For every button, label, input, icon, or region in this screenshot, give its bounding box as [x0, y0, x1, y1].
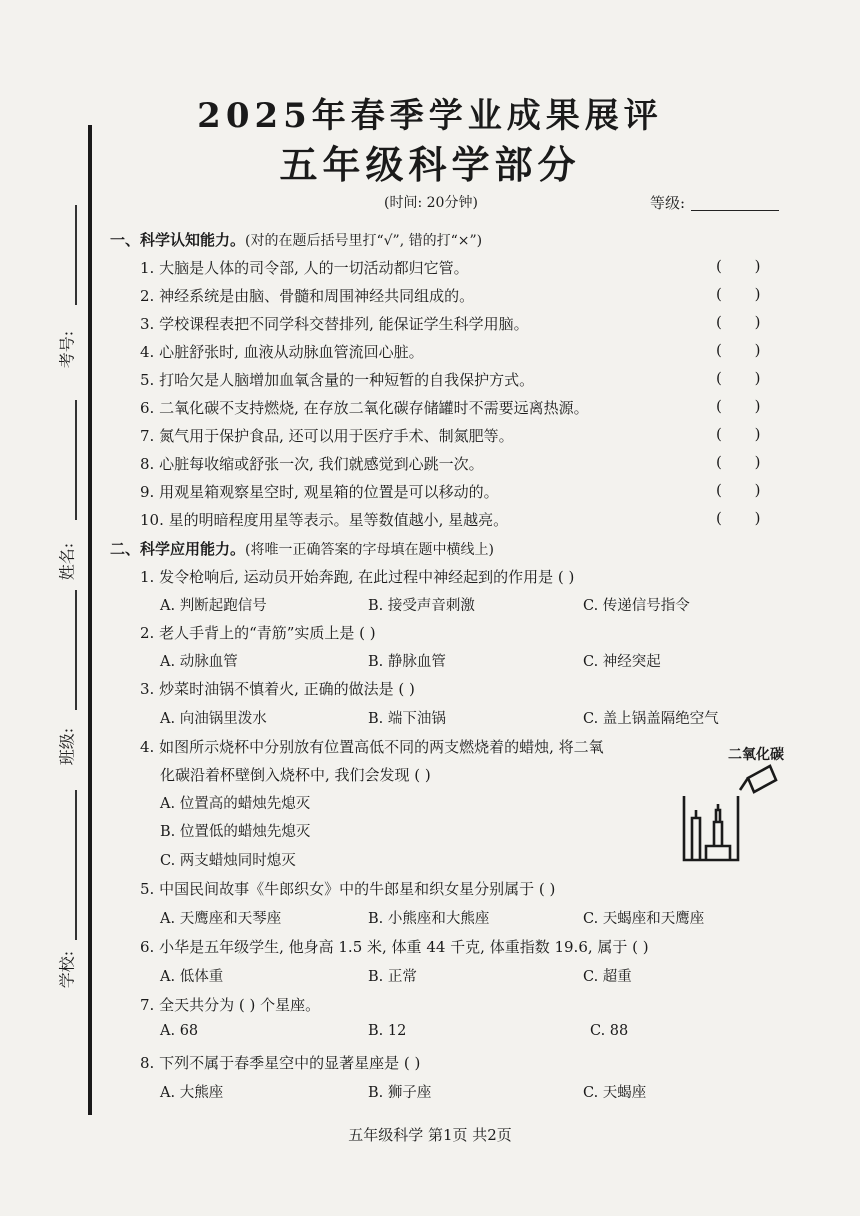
s1-answer-3[interactable]: ( ) — [716, 313, 761, 331]
q5-option-c[interactable]: C. 天蝎座和天鹰座 — [583, 911, 705, 927]
banji-blank[interactable] — [75, 590, 77, 710]
q6-stem: 6. 小华是五年级学生, 他身高 1.5 米, 体重 44 千克, 体重指数 19.6, 属于 ( ) — [140, 938, 649, 956]
candle-high — [716, 810, 720, 822]
xingming-blank[interactable] — [75, 400, 77, 520]
q7-option-b[interactable]: B. 12 — [368, 1023, 407, 1039]
q2-option-a[interactable]: A. 动脉血管 — [160, 654, 238, 670]
q4-option-b[interactable]: B. 位置低的蜡烛先熄灭 — [160, 824, 311, 840]
q3-option-a[interactable]: A. 向油锅里泼水 — [160, 711, 267, 727]
section1-heading — [110, 229, 482, 250]
binding-line — [88, 125, 92, 1115]
exam-subtitle: 五年级科学部分 — [279, 142, 581, 187]
q8-option-b[interactable]: B. 狮子座 — [368, 1085, 432, 1101]
kaohao-blank[interactable] — [75, 205, 77, 305]
grade-blank[interactable] — [691, 198, 779, 211]
grade-field — [650, 192, 779, 213]
section2-heading — [110, 538, 494, 559]
co2-label: 二氧化碳 — [728, 747, 784, 763]
q7-stem: 7. 全天共分为 ( ) 个星座。 — [140, 996, 321, 1014]
q4-stem-line1: 4. 如图所示烧杯中分别放有位置高低不同的两支燃烧着的蜡烛, 将二氧 — [140, 738, 604, 756]
time-limit: (时间: 20分钟) — [384, 195, 478, 211]
q7-option-c[interactable]: C. 88 — [590, 1023, 629, 1039]
q8-option-a[interactable]: A. 大熊座 — [160, 1085, 224, 1101]
q8-option-c[interactable]: C. 天蝎座 — [583, 1085, 647, 1101]
s1-answer-2[interactable]: ( ) — [716, 285, 761, 303]
s1-answer-8[interactable]: ( ) — [716, 453, 761, 471]
s1-item-3: 3. 学校课程表把不同学科交替排列, 能保证学生科学用脑。 — [140, 315, 529, 333]
s1-item-8: 8. 心脏每收缩或舒张一次, 我们就感觉到心跳一次。 — [140, 455, 484, 473]
xuexiao-blank[interactable] — [75, 790, 77, 940]
q2-stem: 2. 老人手背上的“青筋”实质上是 ( ) — [140, 624, 376, 642]
q1-option-c[interactable]: C. 传递信号指令 — [583, 598, 690, 614]
q3-option-c[interactable]: C. 盖上锅盖隔绝空气 — [583, 711, 719, 727]
s1-item-9: 9. 用观星箱观察星空时, 观星箱的位置是可以移动的。 — [140, 483, 499, 501]
s1-answer-10[interactable]: ( ) — [716, 509, 761, 527]
s1-item-1: 1. 大脑是人体的司令部, 人的一切活动都归它管。 — [140, 259, 469, 277]
section1-note: (对的在题后括号里打“√”, 错的打“×”) — [245, 233, 483, 249]
section2-title: 二、科学应用能力。 — [110, 540, 246, 558]
s1-item-4: 4. 心脏舒张时, 血液从动脉血管流回心脏。 — [140, 343, 424, 361]
q6-option-b[interactable]: B. 正常 — [368, 969, 417, 985]
q8-stem: 8. 下列不属于春季星空中的显著星座是 ( ) — [140, 1054, 421, 1072]
page-footer: 五年级科学 第1页 共2页 — [348, 1126, 512, 1144]
q3-stem: 3. 炒菜时油锅不慎着火, 正确的做法是 ( ) — [140, 680, 415, 698]
co2-pour-spout — [740, 778, 748, 790]
q1-stem: 1. 发令枪响后, 运动员开始奔跑, 在此过程中神经起到的作用是 ( ) — [140, 568, 575, 586]
s1-answer-1[interactable]: ( ) — [716, 257, 761, 275]
q2-option-c[interactable]: C. 神经突起 — [583, 654, 661, 670]
candle-low — [692, 818, 700, 860]
kaohao-label: 考号: — [57, 330, 77, 369]
s1-item-10: 10. 星的明暗程度用星等表示。星等数值越小, 星越亮。 — [140, 511, 509, 529]
q5-stem: 5. 中国民间故事《牛郎织女》中的牛郎星和织女星分别属于 ( ) — [140, 880, 556, 898]
section1-title: 一、科学认知能力。 — [110, 231, 246, 249]
exam-title: 2025年春季学业成果展评 — [197, 96, 663, 136]
q5-option-a[interactable]: A. 天鹰座和天琴座 — [160, 911, 282, 927]
stand — [714, 822, 722, 846]
section2-note: (将唯一正确答案的字母填在题中横线上) — [245, 542, 494, 558]
q2-option-b[interactable]: B. 静脉血管 — [368, 654, 446, 670]
xuexiao-label: 学校: — [57, 950, 77, 989]
s1-answer-9[interactable]: ( ) — [716, 481, 761, 499]
s1-item-2: 2. 神经系统是由脑、骨髓和周围神经共同组成的。 — [140, 287, 475, 305]
xingming-label: 姓名: — [57, 542, 77, 581]
beaker-diagram — [678, 738, 798, 868]
s1-item-6: 6. 二氧化碳不支持燃烧, 在存放二氧化碳存储罐时不需要远离热源。 — [140, 399, 589, 417]
q3-option-b[interactable]: B. 端下油锅 — [368, 711, 446, 727]
beaker-figure — [678, 738, 798, 868]
s1-item-7: 7. 氮气用于保护食品, 还可以用于医疗手术、制氮肥等。 — [140, 427, 514, 445]
q6-option-a[interactable]: A. 低体重 — [160, 969, 224, 985]
base-block — [706, 846, 730, 860]
s1-answer-6[interactable]: ( ) — [716, 397, 761, 415]
grade-label: 等级: — [650, 194, 686, 212]
co2-bottle — [748, 766, 776, 792]
s1-answer-4[interactable]: ( ) — [716, 341, 761, 359]
q5-option-b[interactable]: B. 小熊座和大熊座 — [368, 911, 490, 927]
q1-option-a[interactable]: A. 判断起跑信号 — [160, 598, 267, 614]
s1-answer-7[interactable]: ( ) — [716, 425, 761, 443]
s1-item-5: 5. 打哈欠是人脑增加血氧含量的一种短暂的自我保护方式。 — [140, 371, 535, 389]
q1-option-b[interactable]: B. 接受声音刺激 — [368, 598, 475, 614]
q4-stem-line2: 化碳沿着杯壁倒入烧杯中, 我们会发现 ( ) — [160, 766, 431, 784]
q4-option-c[interactable]: C. 两支蜡烛同时熄灭 — [160, 853, 296, 869]
q6-option-c[interactable]: C. 超重 — [583, 969, 632, 985]
s1-answer-5[interactable]: ( ) — [716, 369, 761, 387]
banji-label: 班级: — [57, 727, 77, 766]
q4-option-a[interactable]: A. 位置高的蜡烛先熄灭 — [160, 796, 311, 812]
q7-option-a[interactable]: A. 68 — [160, 1023, 199, 1039]
